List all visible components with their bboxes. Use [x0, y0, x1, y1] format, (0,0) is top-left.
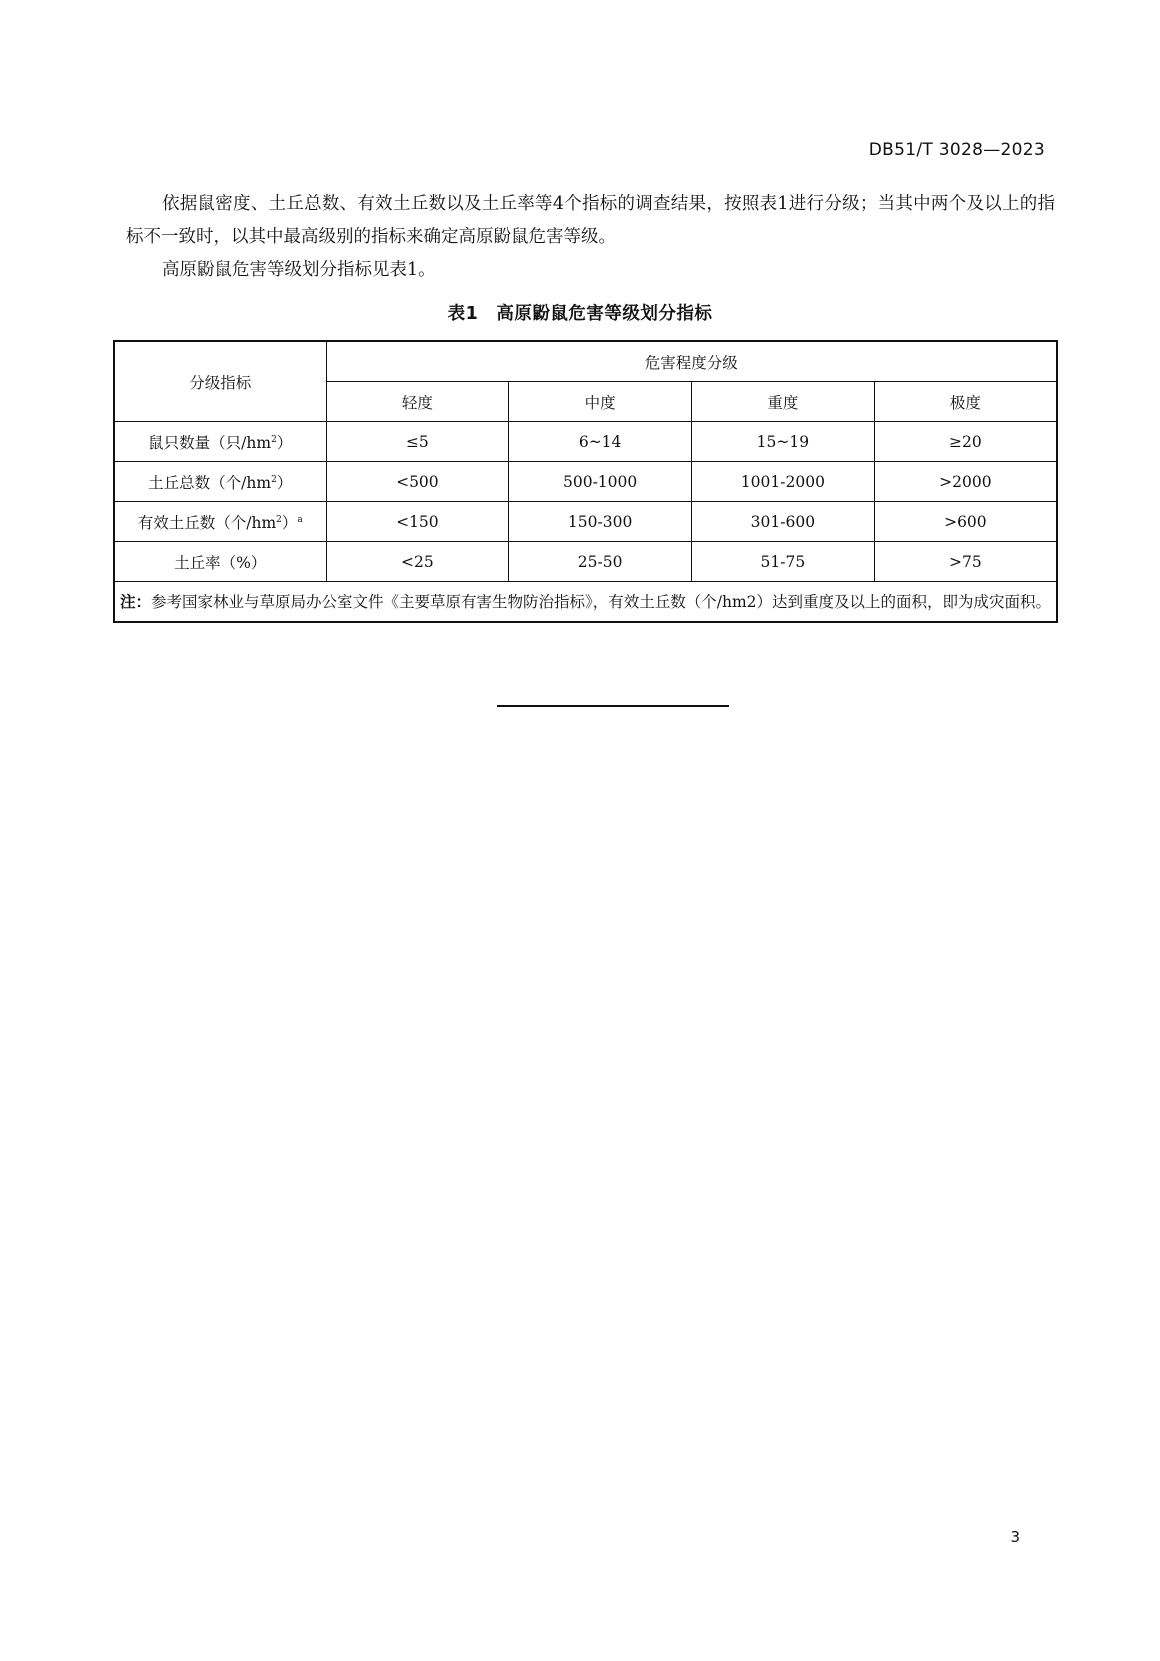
header-level: 中度 — [509, 382, 692, 422]
header-level: 轻度 — [326, 382, 509, 422]
table-caption-number: 表1 — [447, 304, 479, 324]
header-level: 重度 — [692, 382, 875, 422]
table-cell: 500-1000 — [509, 462, 692, 502]
table-cell: 150-300 — [509, 502, 692, 542]
table-cell: 25-50 — [509, 542, 692, 582]
header-level: 极度 — [874, 382, 1057, 422]
table-row — [114, 462, 1057, 502]
table-cell: <25 — [326, 542, 509, 582]
table-cell: 1001-2000 — [692, 462, 875, 502]
table-cell: >600 — [874, 502, 1057, 542]
table-header-row-1 — [114, 341, 1057, 382]
body-paragraph-2: 高原鼢鼠危害等级划分指标见表1。 — [162, 260, 436, 280]
table-cell: <500 — [326, 462, 509, 502]
table-cell: 15~19 — [692, 422, 875, 462]
table-row — [114, 542, 1057, 582]
footnote-mark: a — [297, 514, 303, 525]
table-cell: ≥20 — [874, 422, 1057, 462]
table-cell: 301-600 — [692, 502, 875, 542]
table-cell: ≤5 — [326, 422, 509, 462]
table-cell: >75 — [874, 542, 1057, 582]
header-indicator: 分级指标 — [114, 341, 326, 422]
standard-code: DB51/T 3028—2023 — [868, 140, 1045, 160]
hazard-grade-table — [113, 340, 1058, 623]
end-rule — [497, 705, 729, 707]
table-row — [114, 422, 1057, 462]
table-cell: 51-75 — [692, 542, 875, 582]
row-label: 鼠只数量（只$/hm^2$） — [114, 422, 326, 462]
note-text: 参考国家林业与草原局办公室文件《主要草原有害生物防治指标》，有效土丘数（个/hm2）达到重度及以上的面积，即为成灾面积。 — [150, 592, 1052, 611]
table-cell: <150 — [326, 502, 509, 542]
body-paragraph-1: 依据鼠密度、土丘总数、有效土丘数以及土丘率等4个指标的调查结果，按照表1进行分级；当其中两个及以上的指标不一致时，以其中最高级别的指标来确定高原鼢鼠危害等级。 — [126, 194, 1055, 247]
table-cell: >2000 — [874, 462, 1057, 502]
page-number: 3 — [1010, 1528, 1020, 1546]
table-row — [114, 502, 1057, 542]
table-caption-title: 高原鼢鼠危害等级划分指标 — [496, 304, 713, 324]
note-label: 注： — [119, 592, 151, 611]
row-label: 有效土丘数（个$/hm^2)^a$ — [114, 502, 326, 542]
table-note — [114, 582, 1057, 623]
table-note-row — [114, 582, 1057, 623]
header-hazard-group: 危害程度分级 — [326, 341, 1057, 382]
table-cell: 6~14 — [509, 422, 692, 462]
table-caption — [0, 300, 1160, 325]
row-label: 土丘总数（个$/hm^2$） — [114, 462, 326, 502]
row-label: 土丘率（%） — [114, 542, 326, 582]
